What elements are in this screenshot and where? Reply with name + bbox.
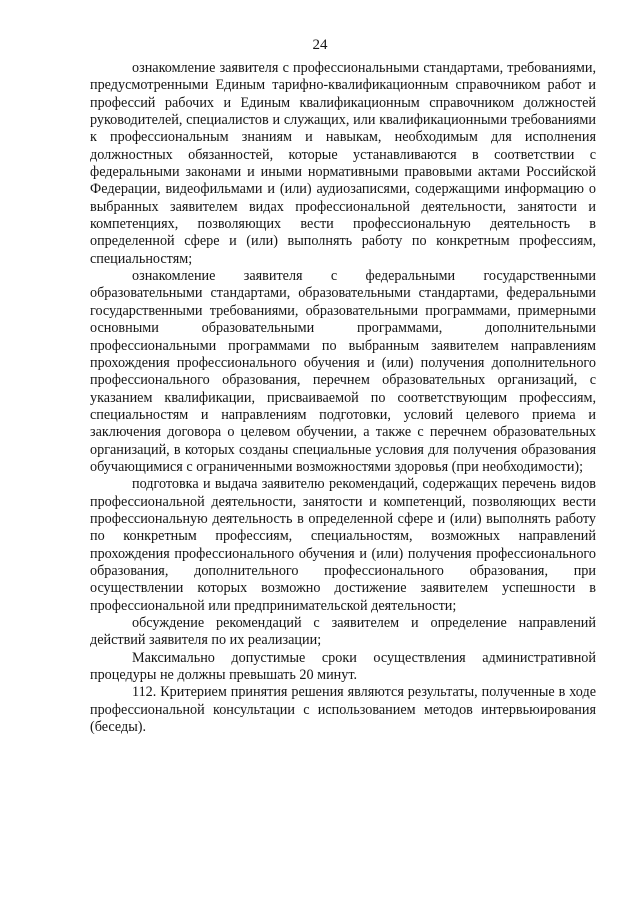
paragraph-familiarization-standards: ознакомление заявителя с профессиональными стандартами, требованиями, предусмотренными Единым тарифно-квалификационным справочником работ и профессий рабочих и Единым квалификационным справочником должностей руководителей, специалистов и служащих, или квалификационными требованиями к профессиональным знаниям и навыкам, необходимым для исполнения должностных обязанностей, которые устанавливаются в соответствии с федеральными законами и иными нормативными правовыми актами Российской Федерации, видеофильмами и (или) аудиозаписями, содержащими информацию о выбранных заявителем видах профессиональной деятельности, занятости и компетенциях, позволяющих вести профессиональную деятельность в определенной сфере и (или) выполнять работу по конкретным профессиям, специальностям;: [90, 60, 596, 267]
paragraph-familiarization-educational-standards: ознакомление заявителя с федеральными государственными образовательными стандартами, образовательными стандартами, федеральными государственными требованиями, образовательными программами, примерными основными образовательными программами, дополнительными профессиональными программами по выбранным заявителем направлениям прохождения профессионального обучения и (или) получения дополнительного профессионального образования, перечнем образовательных организаций, с указанием квалификации, присваиваемой по соответствующим профессиям, специальностям и направлениям подготовки, условий целевого приема и заключения договора о целевом обучении, а также с перечнем образовательных организаций, в которых созданы специальные условия для получения образования обучающимися с ограниченными возможностями здоровья (при необходимости);: [90, 268, 596, 475]
paragraph-time-limits: Максимально допустимые сроки осуществления административной процедуры не должны превышать 20 минут.: [90, 649, 596, 684]
paragraph-decision-criteria: 112. Критерием принятия решения являются результаты, полученные в ходе профессиональной консультации с использованием методов интервьюирования (беседы).: [90, 684, 596, 736]
paragraph-recommendations-discussion: обсуждение рекомендаций с заявителем и определение направлений действий заявителя по их реализации;: [90, 615, 596, 649]
page-number: 24: [312, 37, 328, 53]
document-body: [90, 60, 596, 736]
paragraph-recommendations-preparation: подготовка и выдача заявителю рекомендаций, содержащих перечень видов профессиональной деятельности, занятости и компетенций, позволяющих вести профессиональную деятельность в определенной сфере и (или) выполнять работу по конкретным профессиям, специальностям, возможных направлений прохождения профессионального обучения и (или) получения профессионального образования, дополнительного профессионального образования, при осуществлении которых возможно достижение заявителем успешности в профессиональной или предпринимательской деятельности;: [90, 476, 596, 614]
